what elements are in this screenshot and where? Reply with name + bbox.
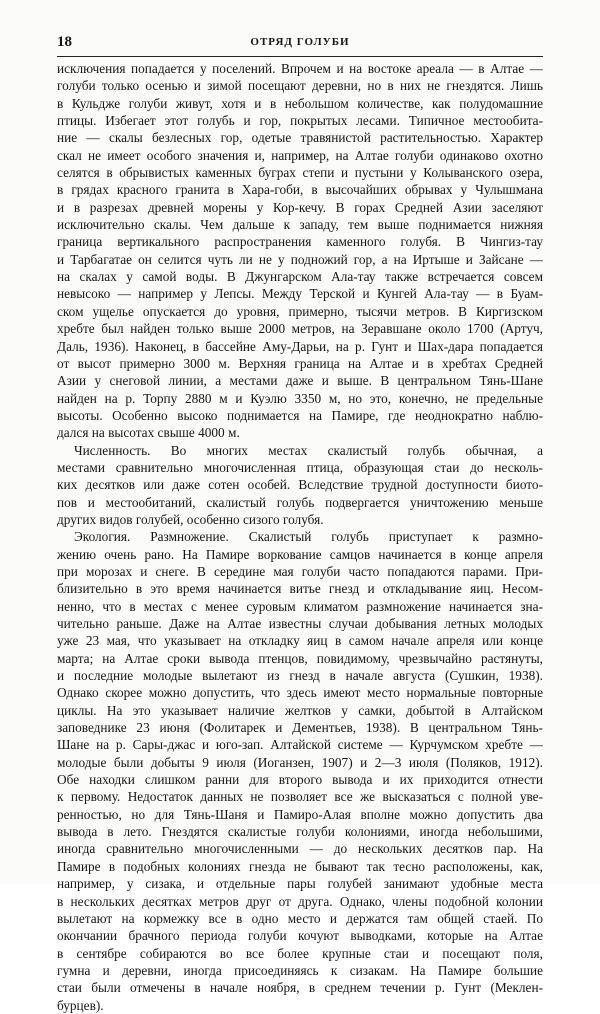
text-line: селятся в обрывистых каменных буграх степи и пустыни у Колыванского озера, [57, 165, 543, 181]
text-line: найден на р. Торпу 2880 м и Куэлю 3350 м, но это, конечно, не предельные [57, 390, 543, 406]
paragraph [57, 442, 543, 529]
text-line: в нескольких десятках метров друг от друга. Однако, члены подобной колонии [57, 893, 543, 909]
text-line: голуби только осенью и зимой посещают деревни, но в них не гнездятся. Лишь [57, 78, 543, 94]
text-line: циклы. На это указывает наличие желтков у самки, добытой в Алтайском [57, 702, 543, 718]
text-line: к первому. Недостаток данных не позволяет все же высказаться с полной уве- [57, 789, 543, 805]
text-line: и в разрезах древней морены у Кор-кечу. В горах Средней Азии заселяют [57, 199, 543, 215]
text-line: бурцев). [57, 997, 104, 1013]
text-line: высоты. Особенно высоко поднимается на Памире, где неоднократно наблю- [57, 407, 543, 423]
text-line: и последние молодые вылетают из гнезд в начале августа (Сушкин, 1938). [57, 668, 543, 684]
text-line: в сентябре собираются во все более крупные стаи и посещают поля, [57, 945, 543, 961]
text-line: гумна и деревни, иногда присоединяясь к сизакам. На Памире большие [57, 962, 543, 978]
text-line: вывода в лето. Гнездятся скалистые голуби колониями, иногда небольшими, [57, 824, 543, 840]
text-line: Азии у снеговой линии, а местами даже и выше. В центральном Тянь-Шане [57, 373, 543, 389]
text-line: Шане на р. Сары-джас и юго-зап. Алтайской системе — Курчумском хребте — [57, 737, 543, 753]
text-line: окончании брачного периода голуби кочуют выводками, которые на Алтае [57, 928, 543, 944]
text-line: Даль, 1936). Наконец, в бассейне Аму-Дарьи, на р. Гунт и Шах-дара попадается [57, 338, 543, 354]
text-line: невысоко — например у Лепсы. Между Терской и Кунгей Ала-тау — в Буам- [57, 286, 543, 302]
text-line: исключения попадается у поселений. Впрочем и на востоке ареала — в Алтае — [57, 61, 543, 76]
text-line: Однако скорее можно допустить, что здесь имеют место нормальные повторные [57, 685, 543, 701]
text-line: Обе находки слишком ранни для второго вывода и их приходится отнести [57, 772, 543, 788]
text-line: ренностью, но для Тянь-Шаня и Памиро-Алая вполне можно допустить два [57, 806, 543, 822]
running-title: ОТРЯД ГОЛУБИ [250, 36, 350, 48]
text-line: от высот примерно 3000 м. Верхняя граница на Алтае и в хребтах Средней [57, 355, 543, 371]
text-line: птицы. Избегает этот голубь и гор, покрытых лесами. Типичное местообита- [57, 113, 543, 129]
text-line: ние — скалы безлесных гор, одетые травянистой растительностью. Характер [57, 130, 543, 146]
page-number: 18 [57, 34, 72, 50]
text-line: в Кульдже голуби живут, хотя и в небольшом количестве, как полудомашние [57, 95, 543, 111]
text-line: и Тарбагатае он селится чуть ли не у подножий гор, а на Иртыше и Зайсане — [57, 251, 543, 267]
text-line: марта; на Алтае сроки вывода птенцов, повидимому, чрезвычайно растянуты, [57, 650, 543, 666]
text-line: дался на высотах свыше 4000 м. [57, 425, 240, 441]
text-line: молодые были добыты 9 июля (Иоганзен, 1907) и 2—3 июля (Поляков, 1912). [57, 754, 543, 770]
text-line: стаи были отмечены в начале ноября, в среднем течении р. Гунт (Меклен- [57, 980, 543, 996]
text-line: Памире в подобных колониях гнезда не бывают так тесно расположены, как, [57, 858, 543, 874]
text-line: других видов голубей, особенно сизого голубя. [57, 511, 324, 527]
text-line: исключительно скалы. Чем дальше к западу, тем выше поднимается нижняя [57, 217, 543, 233]
text-line: Численность. Во многих местах скалистый голубь обычная, а [74, 442, 543, 458]
text-line: ненно, что в местах с менее суровым климатом размножение начинается зна- [57, 598, 543, 614]
text-line: скал не имеет особого значения и, например, на Алтае голуби одинаково охотно [57, 147, 543, 163]
page-header [57, 34, 543, 57]
text-line: местами сравнительно многочисленная птица, образующая стаи до несколь- [57, 459, 543, 475]
text-line: чительно раньше. Даже на Алтае известны случаи добывания летных молодых [57, 616, 543, 631]
paragraph [57, 60, 543, 442]
text-line: граница вертикального распространения каменного голубя. В Чингиз-тау [57, 234, 543, 250]
text-line: жению очень рано. На Памире воркование самцов начинается в конце апреля [57, 546, 543, 562]
text-line: ких десятков или даже сотен особей. Вследствие трудной доступности биото- [57, 477, 543, 493]
text-line: ском ущелье опускается до уровня, примерно, тысячи метров. В Киргизском [57, 303, 543, 319]
text-line: при морозах и снеге. В середине мая голуби часто попадаются парами. При- [57, 563, 543, 579]
text-line: в грядах красного гранита в Хара-гоби, в высочайших обрывах у Чулышмана [57, 182, 543, 198]
text-line: Экология. Размножение. Скалистый голубь приступает к размно- [74, 529, 543, 545]
text-line: заповеднике 23 июня (Фолитарек и Дементьев, 1938). В центральном Тянь- [57, 720, 543, 736]
text-line: например, у сизака, и отдельные пары голубей занимают удобные места [57, 876, 543, 892]
text-line: пов и местообитаний, скалистый голубь подвергается уничтожению меньше [57, 494, 543, 510]
paragraph [57, 528, 543, 1014]
text-line: хребте был найден только выше 2000 метров, на Зеравшане около 1700 (Артуч, [57, 321, 543, 337]
body-text [57, 60, 543, 1014]
text-line: вылетают на кормежку все в одно место и держатся там общей стаей. По [57, 910, 543, 926]
text-line: на скалах у самой воды. В Джунгарском Ала-тау также встречается совсем [57, 269, 543, 285]
text-line: близительно в это время начинается витье гнезд и откладывание яиц. Несом- [57, 581, 543, 597]
text-line: иногда сравнительно многочисленными — до нескольких десятков пар. На [57, 841, 543, 857]
text-line: уже 23 мая, что указывает на откладку яиц в самом начале апреля или конце [57, 633, 543, 649]
